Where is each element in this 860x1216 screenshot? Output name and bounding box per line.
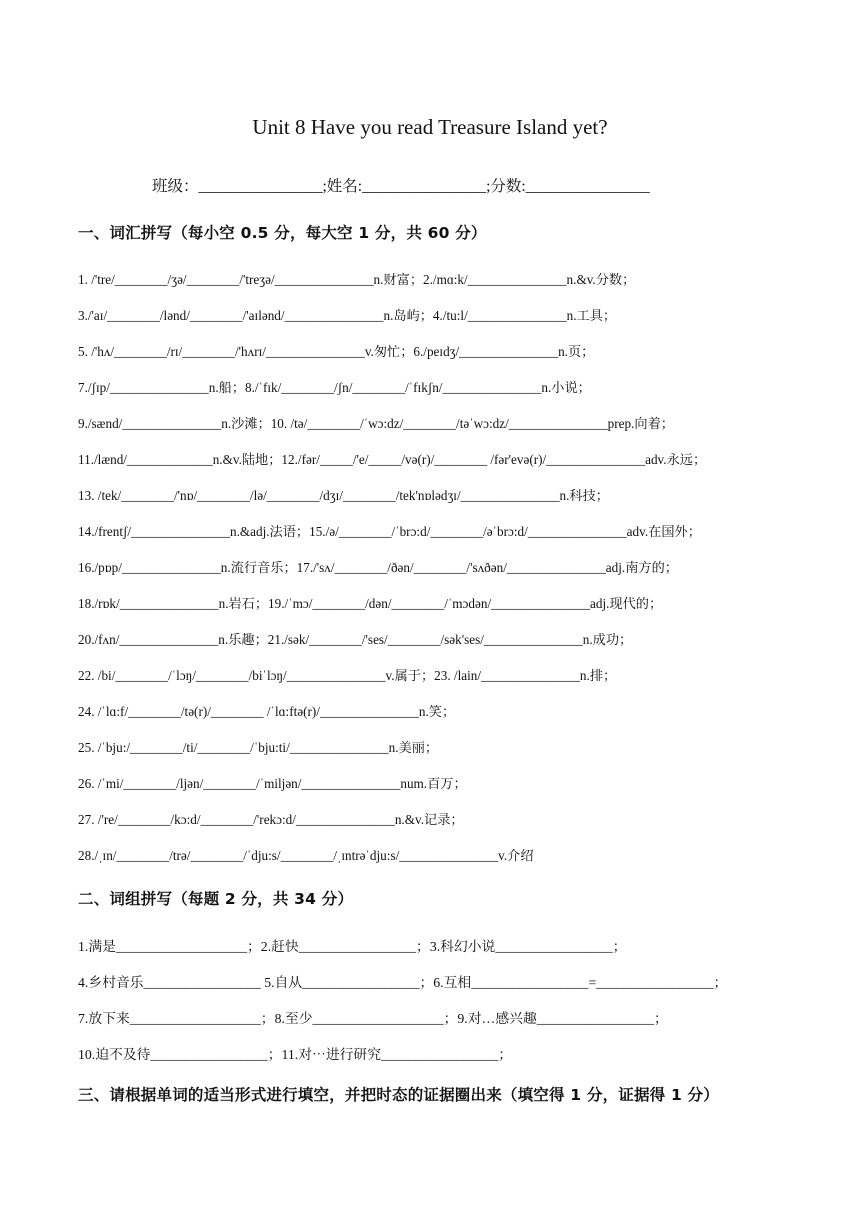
vocab-item-line: 5. /'hʌ/________/rɪ/________/'hʌrɪ/_______________v.匆忙；6./peɪdʒ/_______________n.页； <box>78 344 595 359</box>
vocab-item-line: 26. /ˈmi/________/ljən/________/ˈmiljən/_______________num.百万； <box>78 776 467 791</box>
vocab-item-line: 18./rɒk/_______________n.岩石；19./ˈmɔ/________/dən/________/ˈmɔdən/_______________adj.现代的； <box>78 596 663 611</box>
section-3-heading: 三、请根据单词的适当形式进行填空，并把时态的证据圈出来（填空得 1 分，证据得 1 分） <box>78 1086 719 1104</box>
section-1-heading: 一、词汇拼写（每小空 0.5 分，每大空 1 分，共 60 分） <box>78 224 487 242</box>
vocab-item-line: 20./fʌn/_______________n.乐趣；21./sək/________/'ses/________/sək'ses/_______________n.成功； <box>78 632 633 647</box>
vocab-item-line: 13. /tek/________/'nɒ/________/lə/________/dʒɪ/________/tek'nɒlədʒɪ/_______________n.科技； <box>78 488 609 503</box>
phrase-item-line: 10.迫不及待_________________；11.对⋯进行研究_________________； <box>78 1047 513 1062</box>
worksheet-title: Unit 8 Have you read Treasure Island yet? <box>252 115 608 139</box>
vocab-item-line: 16./pɒp/_______________n.流行音乐；17./'sʌ/________/ðən/________/'sʌðən/_______________adj.南方的； <box>78 560 678 575</box>
phrase-item-line: 7.放下来___________________；8.至少___________________；9.对…感兴趣_________________； <box>78 1011 668 1026</box>
vocab-item-line: 28./ˌɪn/________/trə/________/ˈdju:s/________/ˌɪntrəˈdju:s/_______________v.介绍 <box>78 848 534 863</box>
section-2-heading: 二、词组拼写（每题 2 分，共 34 分） <box>78 890 354 908</box>
vocab-item-line: 9./sænd/_______________n.沙滩；10. /tə/________/ˈwɔ:dz/________/təˈwɔ:dz/_______________prep.向着； <box>78 416 674 431</box>
vocab-item-line: 24. /ˈlɑ:f/________/tə(r)/________ /ˈlɑ:ftə(r)/_______________n.笑； <box>78 704 456 719</box>
vocab-item-line: 27. /'re/________/kɔ:d/________/'rekɔ:d/_______________n.&v.记录； <box>78 812 464 827</box>
vocab-item-line: 1. /'tre/________/ʒə/________/'treʒə/_______________n.财富；2./mɑ:k/_______________n.&v.分数； <box>78 272 636 287</box>
vocab-item-line: 11./lænd/_____________n.&v.陆地；12./fər/_____/'e/_____/və(r)/________ /fər'evə(r)/_______________adv.永远； <box>78 452 707 467</box>
phrase-item-line: 1.满是___________________；2.赶快_________________；3.科幻小说_________________； <box>78 939 627 954</box>
phrase-item-line: 4.乡村音乐_________________ 5.自从_________________；6.互相_________________=_________________； <box>78 975 728 990</box>
vocab-item-line: 25. /ˈbju:/________/ti/________/ˈbju:ti/_______________n.美丽； <box>78 740 439 755</box>
vocab-item-line: 3./'aɪ/________/lənd/________/'aɪlənd/_______________n.岛屿；4./tu:l/_______________n.工具； <box>78 308 617 323</box>
student-info-line: 班级：________________;姓名:________________;分数:________________ <box>152 178 650 195</box>
vocab-item-line: 22. /bi/________/ˈlɔŋ/________/biˈlɔŋ/_______________v.属于；23. /lain/_______________n.排； <box>78 668 617 683</box>
vocab-item-line: 14./frentʃ/_______________n.&adj.法语；15./ə/________/ˈbrɔ:d/________/əˈbrɔ:d/_______________adv.在国外； <box>78 524 701 539</box>
vocab-item-line: 7./ʃɪp/_______________n.船；8./ˈfɪk/________/ʃn/________/ˈfɪkʃn/_______________n.小说； <box>78 380 591 395</box>
